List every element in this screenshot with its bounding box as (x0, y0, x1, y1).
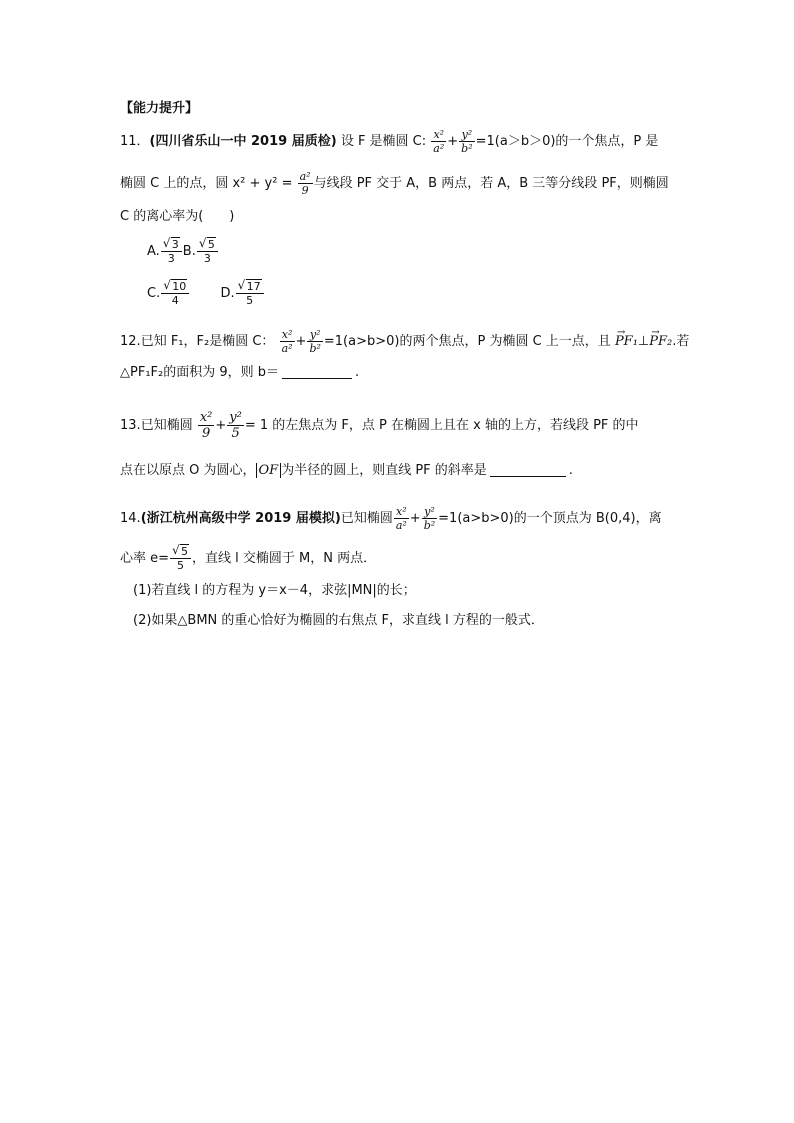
fraction-y2-b2: $\frac{\text{y²}}{\text{b²}}$ (461, 128, 473, 155)
answer-blank[interactable] (282, 378, 352, 379)
fraction-y2-b2: $\frac{\text{y²}}{\text{b²}}$ (309, 328, 321, 355)
q11-text-b: =1(a＞b＞0)的一个焦点，P 是 (475, 134, 659, 149)
q14-text-c: 心率 e= (120, 551, 170, 566)
q11-option-b: √ $\frac{5}{3}$ (197, 238, 218, 265)
q13-text-d: 为半径的圆上，则直线 PF 的斜率是 (281, 463, 487, 478)
q11-text-c: 椭圆 C 上的点，圆 x² + y² = (120, 176, 293, 191)
answer-blank[interactable] (490, 476, 566, 477)
q11-option-d-label: D. (220, 286, 235, 301)
q11-option-b-label: B. (182, 244, 196, 259)
q14-number: 14. (120, 511, 141, 526)
perpendicular-symbol: ⊥ (637, 334, 650, 349)
fraction-x2-a2: $\frac{\text{x²}}{\text{a²}}$ (395, 505, 407, 532)
q12-number: 12. (120, 334, 141, 349)
q14-source: (浙江杭州高级中学 2019 届模拟) (140, 511, 341, 526)
q11-option-d: √ $\frac{17}{5}$ (236, 280, 264, 307)
q11-options-ab (147, 238, 219, 265)
vector-pf2: → PF₂ (649, 333, 672, 351)
fraction-x2-a2: $\frac{\text{x²}}{\text{a²}}$ (433, 128, 445, 155)
question-14-line-2 (120, 545, 376, 572)
q12-text-b: =1(a>b>0)的两个焦点，P 为椭圆 C 上一点，且 (323, 334, 611, 349)
abs-of: OF (256, 463, 282, 478)
q14-subquestion-2: (2)如果△BMN 的重心恰好为椭圆的右焦点 F，求直线 l 方程的一般式． (133, 613, 544, 628)
q13-text-c: 点在以原点 O 为圆心， (120, 463, 256, 478)
question-13-line-1: 13.已知椭圆 $\frac{\text{x²}}{9}$ + $\frac{\text{y²}}{5}$ = 1 的左焦点为 F，点 P 在椭圆上且在 x 轴的上方，若线段 PF 的中 (120, 410, 639, 441)
q12-text-d: △PF₁F₂的面积为 9，则 b＝ (120, 365, 280, 380)
q11-text-d: 与线段 PF 交于 A，B 两点，若 A，B 三等分线段 PF，则椭圆 (313, 176, 669, 191)
question-13-line-2: 点在以原点 O 为圆心， OF 为半径的圆上，则直线 PF 的斜率是 . (120, 463, 573, 478)
q13-text-b: = 1 的左焦点为 F，点 P 在椭圆上且在 x 轴的上方，若线段 PF 的中 (244, 418, 639, 433)
q14-text-b: =1(a>b>0)的一个顶点为 B(0,4)，离 (438, 511, 662, 526)
q12-text-c: .若 (672, 334, 690, 349)
question-12-line-2: △PF₁F₂的面积为 9，则 b＝ . (120, 365, 360, 380)
q11-option-a: √ $\frac{3}{3}$ (161, 238, 182, 265)
q11-option-a-label: A. (147, 244, 160, 259)
q14-subquestion-1: (1)若直线 l 的方程为 y＝x－4，求弦|MN|的长； (133, 583, 416, 598)
question-11-line-1: 11．(四川省乐山一中 2019 届质检) 设 F 是椭圆 C: $\frac{\text{x²}}{\text{a²}}$ + $\frac{\text{y²}}{\text{b²}}$ =1(a＞b＞0)的一个焦点，P 是 (120, 128, 659, 155)
eccentricity-fraction: √ $\frac{5}{5}$ (170, 545, 191, 572)
fraction-y2-5: $\frac{\text{y²}}{5}$ (229, 410, 242, 441)
q11-option-c-label: C. (147, 286, 161, 301)
question-11-line-2 (120, 170, 669, 197)
q11-source: (四川省乐山一中 2019 届质检) (149, 134, 337, 149)
q11-option-c: √ $\frac{10}{4}$ (161, 280, 189, 307)
q12-text-a: 已知 F₁，F₂是椭圆 C： (140, 334, 275, 349)
question-14-line-1: 14.(浙江杭州高级中学 2019 届模拟)已知椭圆 $\frac{\text{x²}}{\text{a²}}$ + $\frac{\text{y²}}{\text{b²}}$ =1(a>b>0)的一个顶点为 B(0,4)，离 (120, 505, 662, 532)
q11-number: 11． (120, 134, 150, 149)
q11-options-cd (147, 280, 265, 307)
q14-text-d: ，直线 l 交椭圆于 M，N 两点． (192, 551, 377, 566)
q13-text-a: 已知椭圆 (140, 418, 193, 433)
fraction-x2-a2: $\frac{\text{x²}}{\text{a²}}$ (281, 328, 293, 355)
section-header: 【能力提升】 (120, 101, 199, 116)
q14-text-a: 已知椭圆 (340, 511, 393, 526)
fraction-y2-b2: $\frac{\text{y²}}{\text{b²}}$ (423, 505, 436, 532)
question-12-line-1: 12.已知 F₁，F₂是椭圆 C： $\frac{\text{x²}}{\text{a²}}$ + $\frac{\text{y²}}{\text{b²}}$ =1(a>b>0)的两个焦点，P 为椭圆 C 上一点，且 → PF₁⊥→ PF₂.若 (120, 328, 689, 355)
fraction-a2-9: $\frac{\text{a²}}{9}$ (299, 170, 311, 197)
q11-text-a: 设 F 是椭圆 C: (340, 134, 427, 149)
fraction-x2-9: $\frac{\text{x²}}{9}$ (199, 410, 213, 441)
q13-number: 13. (120, 418, 141, 433)
vector-pf1: → PF₁ (615, 333, 638, 351)
question-11-line-3: C 的离心率为( ) (120, 209, 235, 224)
